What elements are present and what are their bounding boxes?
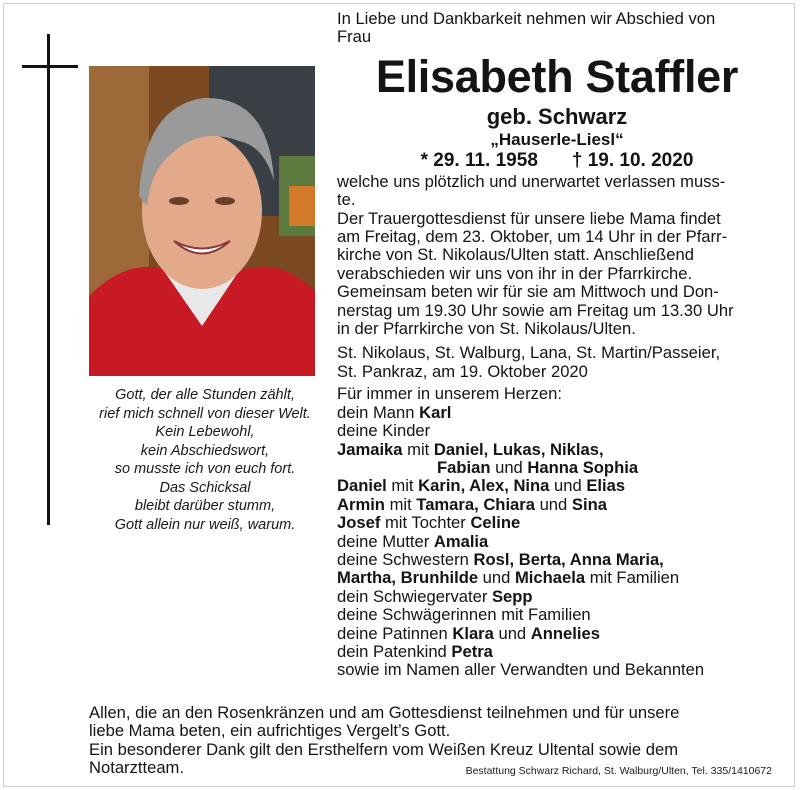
family-line xyxy=(337,625,777,643)
family-name: Rosl, Berta, Anna Maria, xyxy=(473,549,664,569)
poem-line: kein Abschiedswort, xyxy=(140,442,270,459)
family-line xyxy=(337,588,777,606)
text-line: Gemeinsam beten wir für sie am Mittwoch und Don- xyxy=(337,282,719,302)
thanks-line: liebe Mama beten, ein aufrichtiges Vergelt’s Gott. xyxy=(89,721,451,741)
text-line: kirche von St. Nikolaus/Ulten statt. Anschließend xyxy=(337,245,694,265)
family-name: Jamaika xyxy=(337,439,403,459)
family-line xyxy=(337,459,777,477)
label: dein Schwiegervater xyxy=(337,586,492,606)
forever-line: Für immer in unserem Herzen: xyxy=(337,384,562,404)
family-line: deine Schwägerinnen mit Familien xyxy=(337,605,591,625)
family-name: Petra xyxy=(451,641,493,661)
family-name: Klara xyxy=(452,623,494,643)
label: mit xyxy=(386,476,419,496)
family-name: Sepp xyxy=(491,586,533,606)
family-name: Annelies xyxy=(530,623,600,643)
family-name: Daniel xyxy=(337,476,387,496)
family-name: Hanna Sophia xyxy=(527,457,639,477)
poem-line: rief mich schnell von dieser Welt. xyxy=(99,405,311,422)
thanks-line: Notarztteam. xyxy=(89,758,184,778)
children-label: deine Kinder xyxy=(337,421,431,441)
text-line: am Freitag, dem 23. Oktober, um 14 Uhr in der Pfarr- xyxy=(337,227,728,247)
text-line: in der Pfarrkirche von St. Nikolaus/Ulten. xyxy=(337,319,636,339)
text-line: verabschieden wir uns von ihr in der Pfarrkirche. xyxy=(337,263,693,283)
portrait-photo xyxy=(89,66,315,376)
family-line xyxy=(337,477,777,495)
family-name: Karin, Alex, Nina xyxy=(418,476,550,496)
label: und xyxy=(490,457,528,477)
poem-line: Gott allein nur weiß, warum. xyxy=(114,516,296,533)
intro-line: Frau xyxy=(337,27,372,47)
label: und xyxy=(493,623,531,643)
deceased-name: Elisabeth Staffler xyxy=(375,50,739,102)
family-line xyxy=(337,569,777,587)
intro-line: In Liebe und Dankbarkeit nehmen wir Abschied von xyxy=(337,9,716,28)
text-line: nerstag um 19.30 Uhr sowie am Freitag um 13.30 Uhr xyxy=(337,300,734,320)
family-name: Martha, Brunhilde xyxy=(337,568,479,588)
nickname: „Hauserle-Liesl“ xyxy=(490,129,624,149)
death-date: † 19. 10. 2020 xyxy=(571,149,694,171)
thanks-line: Ein besonderer Dank gilt den Ersthelfern vom Weißen Kreuz Ultental sowie dem xyxy=(89,739,679,759)
places-line: St. Nikolaus, St. Walburg, Lana, St. Martin/Passeier, xyxy=(337,343,721,363)
poem-line: Das Schicksal xyxy=(159,479,251,496)
places-line: St. Pankraz, am 19. Oktober 2020 xyxy=(337,361,588,381)
family-line xyxy=(337,514,777,532)
family-line xyxy=(337,404,777,422)
label: deine Mutter xyxy=(337,531,434,551)
family-name: Fabian xyxy=(437,457,491,477)
family-line xyxy=(337,643,777,661)
family-line xyxy=(337,496,777,514)
label: deine Schwestern xyxy=(337,549,474,569)
label: dein Mann xyxy=(337,402,420,422)
label: mit Familien xyxy=(585,568,680,588)
family-name: Tamara, Chiara xyxy=(416,494,535,514)
family-name: Celine xyxy=(470,513,521,533)
thanks-line: Allen, die an den Rosenkränzen und am Gottesdienst teilnehmen und für unsere xyxy=(89,703,680,722)
family-name: Karl xyxy=(419,402,452,422)
birth-name: geb. Schwarz xyxy=(486,103,628,129)
family-line xyxy=(337,533,777,551)
label: und xyxy=(478,568,515,588)
family-name: Elias xyxy=(586,476,626,496)
family-name: Josef xyxy=(337,513,381,533)
label: mit xyxy=(384,494,417,514)
main-column xyxy=(337,10,777,680)
family-name: Daniel, Lukas, Niklas, xyxy=(433,439,604,459)
poem xyxy=(80,386,330,534)
label: und xyxy=(549,476,587,496)
family-line xyxy=(337,551,777,569)
life-dates xyxy=(337,150,777,172)
text-line: Der Trauergottesdienst für unsere liebe Mama findet xyxy=(337,208,721,228)
funeral-home-credit: Bestattung Schwarz Richard, St. Walburg/Ulten, Tel. 335/1410672 xyxy=(465,765,772,777)
label: und xyxy=(534,494,572,514)
intro xyxy=(337,10,777,47)
text-line: welche uns plötzlich und unerwartet verlassen muss- xyxy=(337,171,726,191)
family-line xyxy=(337,441,777,459)
text-line: te. xyxy=(337,190,356,210)
poem-line: so musste ich von euch fort. xyxy=(114,461,296,477)
family-name: Michaela xyxy=(514,568,586,588)
family-name: Armin xyxy=(337,494,385,514)
poem-line: Gott, der alle Stunden zählt, xyxy=(115,387,295,403)
cross-icon-bar xyxy=(22,65,78,68)
closing-line: sowie im Namen aller Verwandten und Bekannten xyxy=(337,660,705,680)
birth-date: * 29. 11. 1958 xyxy=(420,149,538,171)
cross-icon xyxy=(47,34,50,525)
poem-line: bleibt darüber stumm, xyxy=(134,498,276,514)
family-name: Amalia xyxy=(433,531,489,551)
label: deine Patinnen xyxy=(337,623,453,643)
label: dein Patenkind xyxy=(337,641,452,661)
label: mit Tochter xyxy=(380,513,471,533)
label: mit xyxy=(402,439,434,459)
family-name: Sina xyxy=(571,494,607,514)
poem-line: Kein Lebewohl, xyxy=(155,424,255,440)
